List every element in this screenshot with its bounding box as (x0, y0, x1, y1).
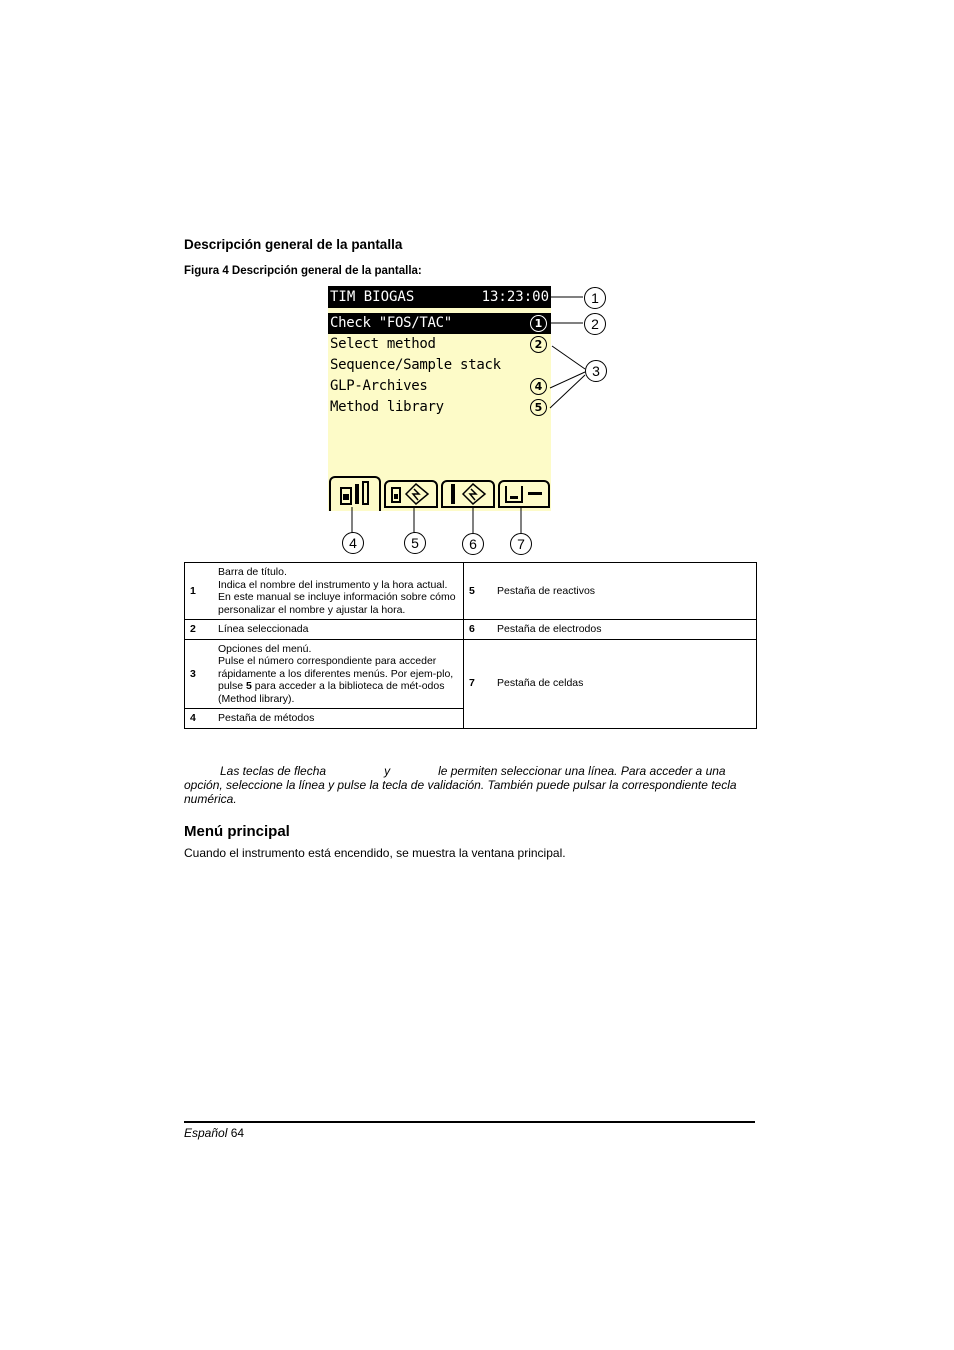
menu-item-label: Sequence/Sample stack (330, 357, 501, 373)
figure-caption: Figura 4 Descripción general de la pantalla: (184, 265, 422, 277)
table-row (185, 639, 757, 709)
note-paragraph (184, 764, 758, 806)
callout-5: 5 (404, 532, 426, 554)
screen-figure (300, 280, 640, 560)
body-text: Cuando el instrumento está encendido, se muestra la ventana principal. (184, 846, 566, 860)
callout-7: 7 (510, 533, 532, 555)
callout-1: 1 (584, 287, 606, 309)
note-part: le permiten seleccionar una línea. Para acceder a una opción, seleccione la línea y pulse la tecla de validación. También puede pulsar la correspondiente tecla numérica. (184, 764, 737, 806)
table-row (185, 620, 757, 640)
callout-3: 3 (585, 360, 607, 382)
legend-text (213, 639, 464, 709)
note-part: y (384, 764, 391, 778)
footer-language: Español (184, 1126, 228, 1140)
menu-item-number: 1 (530, 315, 547, 332)
legend-text-part: Opciones del menú. Pulse el número correspondiente para acceder rápidamente a los diferentes menús. Por ejem-plo, pulse (218, 642, 454, 692)
legend-number: 2 (185, 620, 214, 640)
legend-number: 6 (464, 620, 493, 640)
legend-number: 5 (464, 563, 493, 620)
legend-text: Barra de título. Indica el nombre del instrumento y la hora actual. En este manual se incluye información sobre cómo personalizar el nombre y ajustar la hora. (213, 563, 464, 620)
legend-number: 1 (185, 563, 214, 620)
legend-text: Línea seleccionada (213, 620, 464, 640)
legend-text: Pestaña de métodos (213, 709, 464, 729)
callout-2: 2 (584, 313, 606, 335)
table-row (185, 563, 757, 620)
menu-item-label: GLP-Archives (330, 378, 428, 394)
legend-text: Pestaña de electrodos (492, 620, 757, 640)
menu-item-number: 2 (530, 336, 547, 353)
section-title: Descripción general de la pantalla (184, 237, 403, 252)
legend-text: Pestaña de celdas (492, 639, 757, 728)
clock: 13:23:00 (481, 289, 549, 305)
legend-text-part: para acceder a la biblioteca de mét-odos (Method library). (218, 680, 445, 705)
menu-item-number: 4 (530, 378, 547, 395)
legend-table (184, 562, 757, 729)
legend-number: 7 (464, 639, 493, 728)
heading-main-menu: Menú principal (184, 823, 290, 840)
legend-number: 4 (185, 709, 214, 729)
menu-item-number: 5 (530, 399, 547, 416)
legend-number: 3 (185, 639, 214, 709)
note-part: Las teclas de flecha (220, 764, 327, 778)
menu-item-label: Method library (330, 399, 444, 415)
instrument-name: TIM BIOGAS (330, 289, 415, 305)
menu-item-label: Select method (330, 336, 436, 352)
page-number: 64 (230, 1126, 245, 1140)
footer-divider (184, 1121, 755, 1123)
page-footer (184, 1126, 244, 1140)
menu-item-label: Check "FOS/TAC" (330, 315, 452, 331)
callout-6: 6 (462, 533, 484, 555)
legend-text: Pestaña de reactivos (492, 563, 757, 620)
legend-text-bold: 5 (246, 680, 252, 692)
callout-4: 4 (342, 532, 364, 554)
